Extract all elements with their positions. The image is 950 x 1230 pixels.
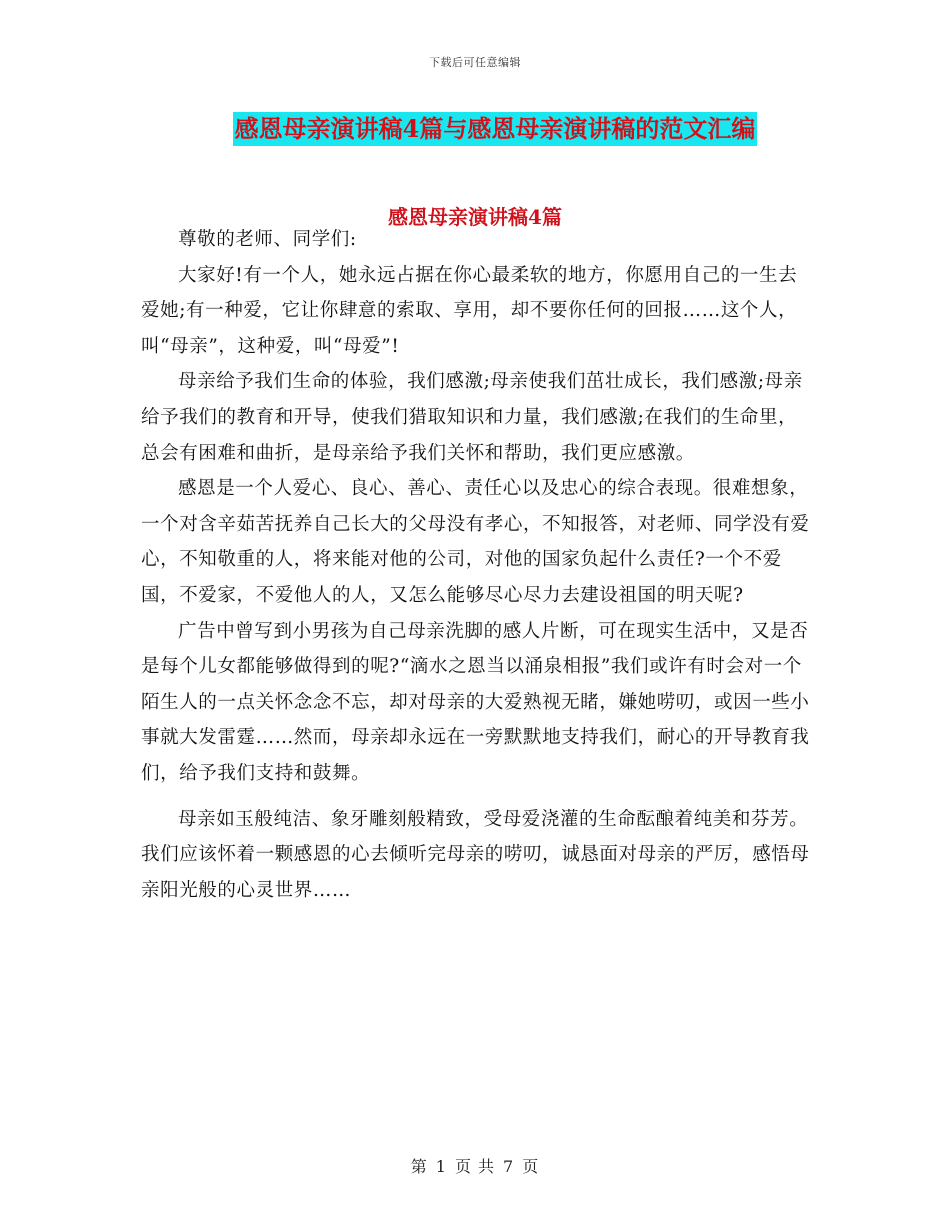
paragraph: 广告中曾写到小男孩为自己母亲洗脚的感人片断，可在现实生活中，又是否是每个儿女都能够做得到的呢?“滴水之恩当以涌泉相报”我们或许有时会对一个陌生人的一点关怀念念不忘，却对母亲的大爱熟视无睹，嫌她唠叨，或因一些小事就大发雷霆……然而，母亲却永远在一旁默默地支持我们，耐心的开导教育我们，给予我们支持和鼓舞。 [141,620,810,784]
footer-middle: 页 共 [454,1157,496,1176]
page-footer [0,1154,950,1177]
body-text [141,222,813,908]
footer-total-pages: 7 [503,1157,515,1176]
paragraph: 母亲给予我们生命的体验，我们感激;母亲使我们茁壮成长，我们感激;母亲给予我们的教育和开导，使我们猎取知识和力量，我们感激;在我们的生命里，总会有困难和曲折，是母亲给予我们关怀和帮助，我们更应感激。 [141,371,803,464]
paragraph-salutation: 尊敬的老师、同学们: [178,229,357,250]
main-title: 感恩母亲演讲稿4篇与感恩母亲演讲稿的范文汇编 [233,112,758,146]
paragraph: 大家好!有一个人，她永远占据在你心最柔软的地方，你愿用自己的一生去爱她;有一种爱，它让你肆意的索取、享用，却不要你任何的回报……这个人，叫“母亲”，这种爱，叫“母爱”! [141,264,798,357]
paragraph: 母亲如玉般纯洁、象牙雕刻般精致，受母爱浇灌的生命酝酿着纯美和芬芳。我们应该怀着一颗感恩的心去倾听完母亲的唠叨，诚恳面对母亲的严厉，感悟母亲阳光般的心灵世界…… [141,808,810,901]
header-note: 下载后可任意编辑 [429,56,521,69]
footer-prefix: 第 [410,1157,428,1176]
sub-title: 感恩母亲演讲稿4篇 [388,205,562,229]
paragraph: 感恩是一个人爱心、良心、善心、责任心以及忠心的综合表现。很难想象，一个对含辛茹苦抚养自己长大的父母没有孝心，不知报答，对老师、同学没有爱心，不知敬重的人，将来能对他的公司，对他的国家负起什么责任?一个不爱国，不爱家，不爱他人的人，又怎么能够尽心尽力去建设祖国的明天呢? [141,478,810,606]
main-title-container [0,112,950,146]
footer-page-number: 1 [435,1157,447,1176]
footer-suffix: 页 [522,1157,540,1176]
